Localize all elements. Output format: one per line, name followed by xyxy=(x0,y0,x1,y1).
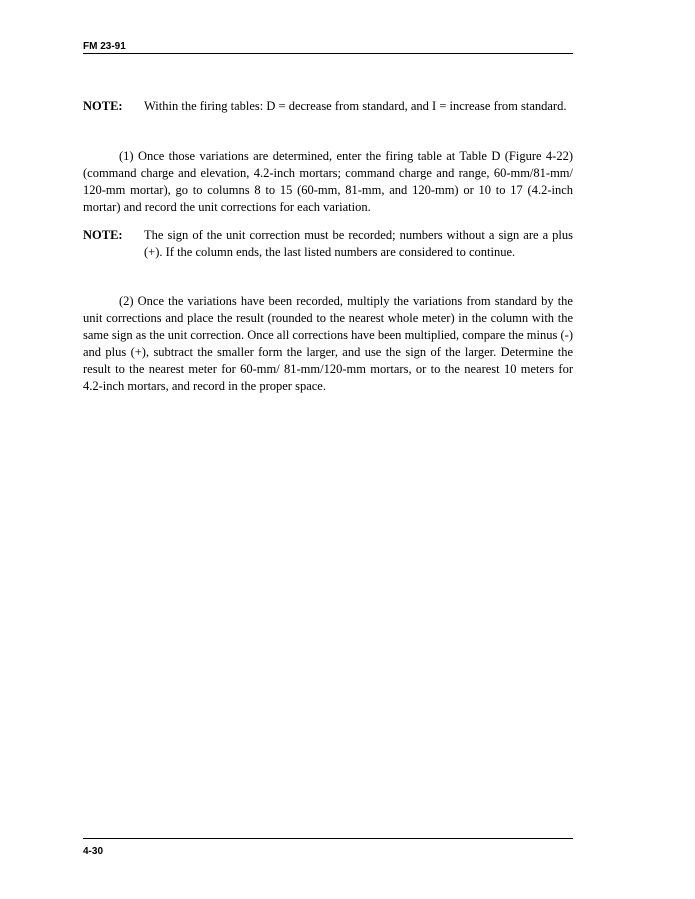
footer-rule xyxy=(83,838,573,839)
note-block xyxy=(83,227,573,261)
manual-id: FM 23-91 xyxy=(83,41,126,52)
note-block xyxy=(83,98,573,115)
note-label: NOTE: xyxy=(83,99,123,113)
note-label: NOTE: xyxy=(83,228,123,242)
header-rule xyxy=(83,53,573,54)
note-text: Within the firing tables: D = decrease from standard, and I = increase from standard. xyxy=(144,99,567,113)
body-paragraph: (1) Once those variations are determined, enter the firing table at Table D (Figure 4-22) (command charge and elevation, 4.2-inch mortars; command charge and range, 60-mm/81-mm/ 120-mm mortar), go to columns 8 to 15 (60-mm, 81-mm, and 120-mm) or 10 to 17 (4.2-inch mortar) and record the unit corrections for each variation. xyxy=(83,149,573,214)
body-paragraph: (2) Once the variations have been recorded, multiply the variations from standard by the unit corrections and place the result (rounded to the nearest whole meter) in the column with the same sign as the unit correction. Once all corrections have been multiplied, compare the minus (-) and plus (+), subtract the smaller form the larger, and use the sign of the larger. Determine the result to the nearest meter for 60-mm/ 81-mm/120-mm mortars, or to the nearest 10 meters for 4.2-inch mortars, and record in the proper space. xyxy=(83,294,573,393)
page-number: 4-30 xyxy=(83,846,104,857)
note-text: The sign of the unit correction must be recorded; numbers without a sign are a plus (+). If the column ends, the last listed numbers are considered to continue. xyxy=(144,228,573,259)
